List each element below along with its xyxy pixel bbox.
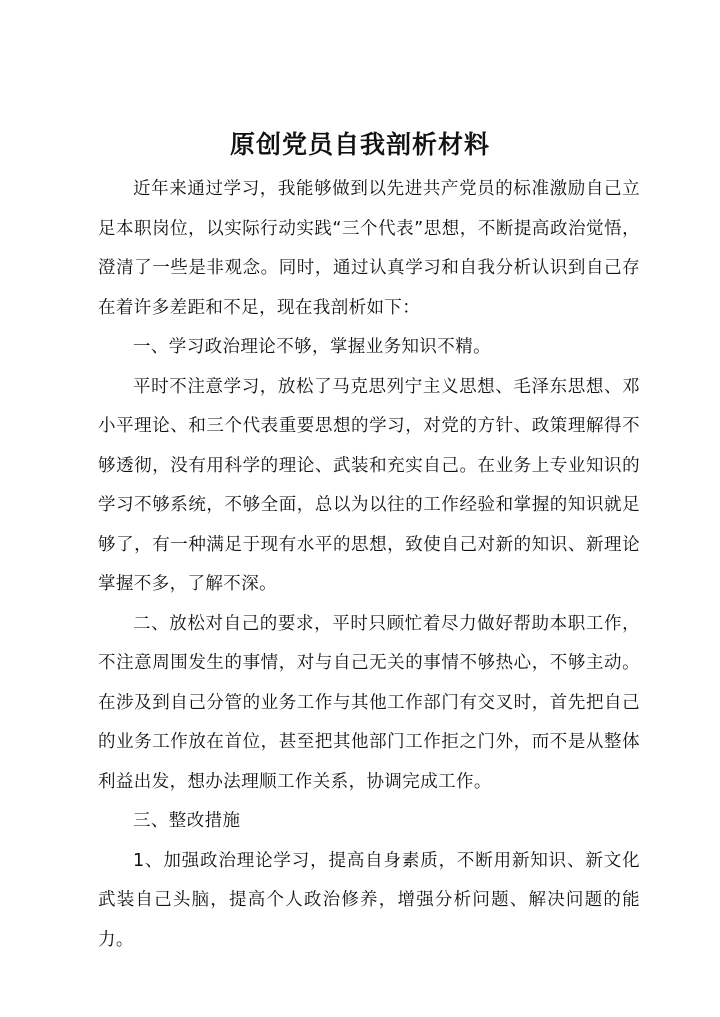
intro-paragraph: 近年来通过学习，我能够做到以先进共产党员的标准激励自己立足本职岗位，以实际行动实践“三个代表”思想，不断提高政治觉悟，澄清了一些是非观念。同时，通过认真学习和自我分析认识到自己存在着许多差距和不足，现在我剖析如下： bbox=[98, 179, 640, 318]
section-heading-3: 三、整改措施 bbox=[133, 811, 241, 831]
section-2-paragraph: 二、放松对自己的要求，平时只顾忙着尽力做好帮助本职工作，不注意周围发生的事情，对与自己无关的事情不够热心，不够主动。在涉及到自己分管的业务工作与其他工作部门有交叉时，首先把自己的业务工作放在首位，甚至把其他部门工作拒之门外，而不是从整体利益出发，想办法理顺工作关系，协调完成工作。 bbox=[98, 613, 640, 792]
section-heading-1: 一、学习政治理论不够，掌握业务知识不精。 bbox=[133, 337, 491, 357]
measure-1-paragraph: 1、加强政治理论学习，提高自身素质，不断用新知识、新文化武装自己头脑，提高个人政治修养，增强分析问题、解决问题的能力。 bbox=[98, 850, 640, 950]
section-1-paragraph: 平时不注意学习，放松了马克思列宁主义思想、毛泽东思想、邓小平理论、和三个代表重要思想的学习，对党的方针、政策理解得不够透彻，没有用科学的理论、武装和充实自己。在业务上专业知识的学习不够系统，不够全面，总以为以往的工作经验和掌握的知识就足够了，有一种满足于现有水平的思想，致使自己对新的知识、新理论掌握不多，了解不深。 bbox=[98, 376, 640, 594]
document-title: 原创党员自我剖析材料 bbox=[229, 130, 490, 159]
document-body bbox=[98, 170, 640, 960]
